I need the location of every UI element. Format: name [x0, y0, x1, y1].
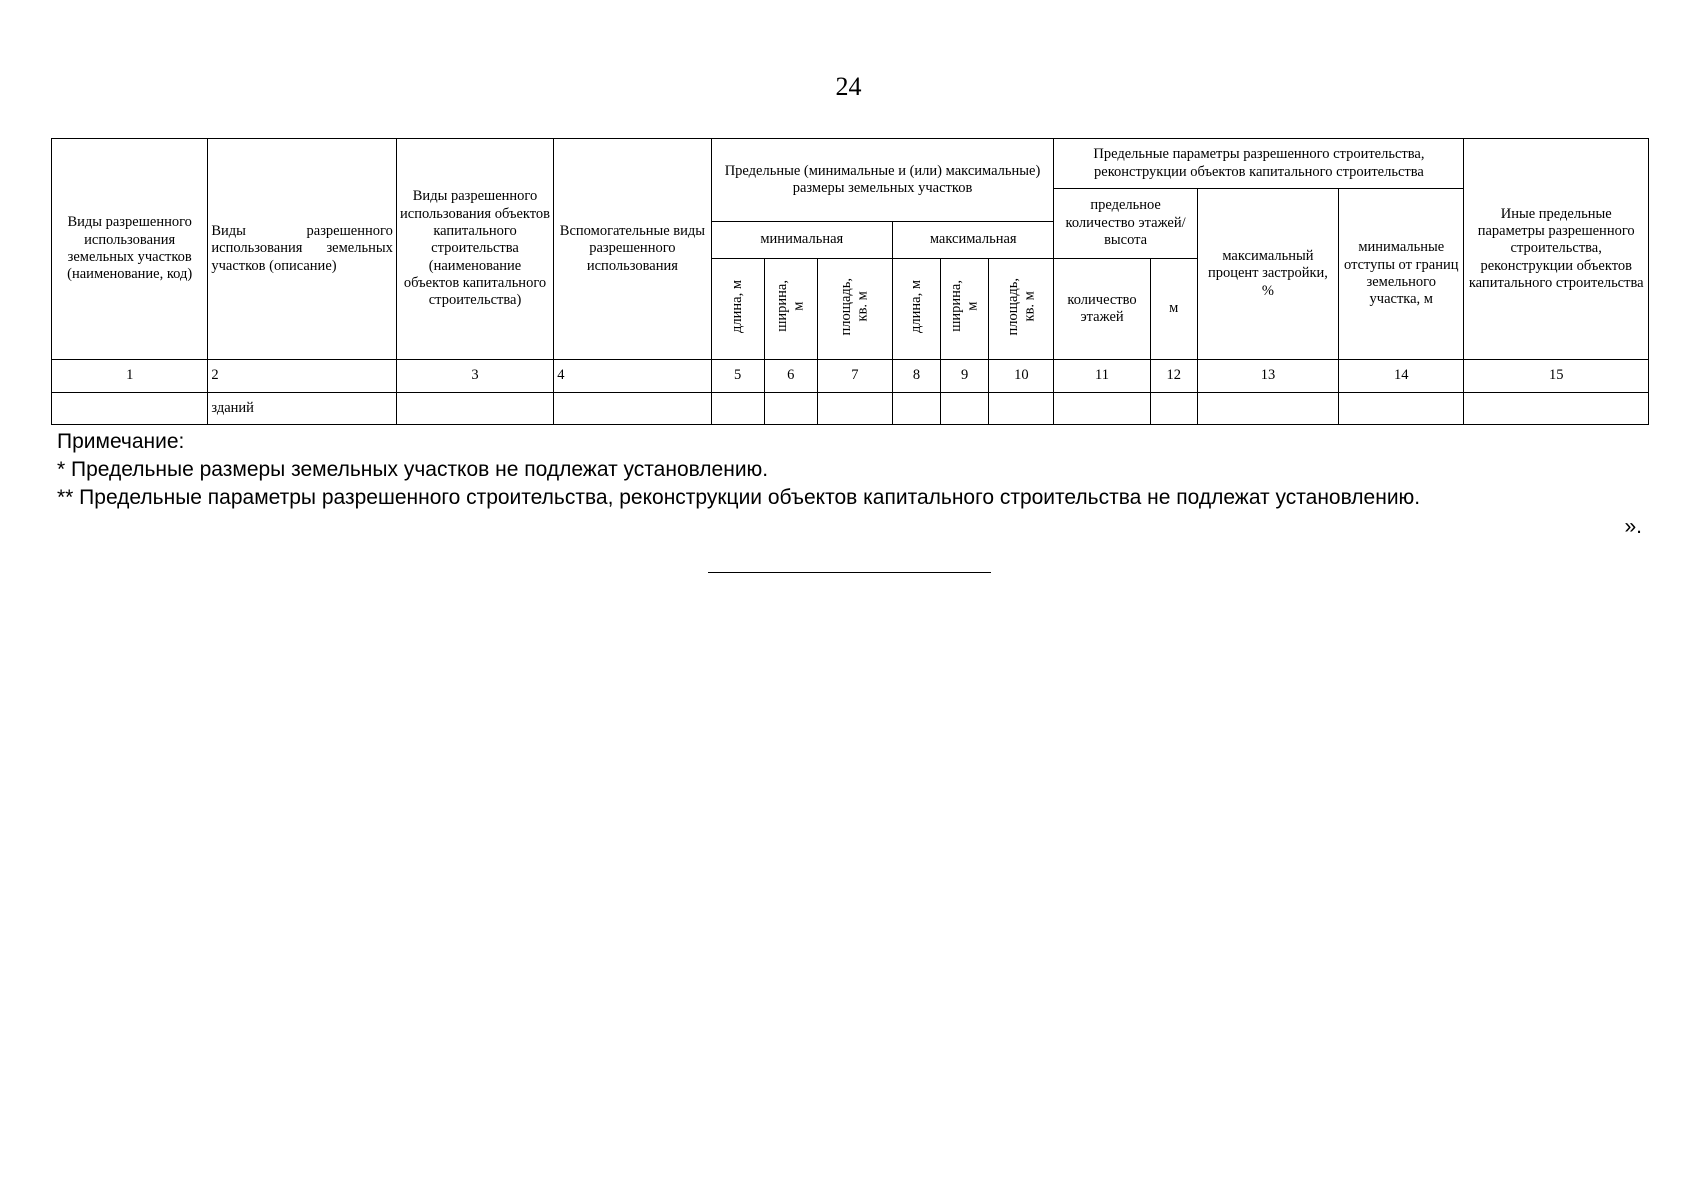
header-other-parameters: Иные предельные параметры разрешенного строительства, реконструкции объектов капитального строительства: [1464, 139, 1649, 360]
column-number: 4: [554, 360, 711, 393]
header-min-area: площадь, кв. м: [817, 259, 892, 360]
header-land-use-name: Виды разрешенного использования земельных участков (наименование, код): [52, 139, 208, 360]
notes-title: Примечание:: [57, 430, 185, 453]
table-cell: [893, 393, 941, 425]
closing-quote: ».: [1624, 515, 1642, 538]
header-group-construction-parameters: Предельные параметры разрешенного строительства, реконструкции объектов капитального строительства: [1054, 139, 1464, 189]
notes-section: [57, 428, 1649, 512]
column-number: 15: [1464, 360, 1649, 393]
note-construction-parameters: ** Предельные параметры разрешенного строительства, реконструкции объектов капитального строительства не подлежат установлению.: [57, 486, 1421, 509]
header-auxiliary-use: Вспомогательные виды разрешенного использования: [554, 139, 711, 360]
table-cell: [1197, 393, 1338, 425]
column-number: 13: [1197, 360, 1338, 393]
column-number: 3: [396, 360, 553, 393]
end-rule-line: [708, 572, 991, 573]
header-minimum: минимальная: [711, 222, 892, 259]
header-max-build-percent: максимальный процент застройки, %: [1197, 189, 1338, 360]
header-land-use-description: Виды разрешенного использования земельных участков (описание): [208, 139, 396, 360]
column-number: 2: [208, 360, 396, 393]
table-cell: [1339, 393, 1464, 425]
note-land-sizes: * Предельные размеры земельных участков не подлежат установлению.: [57, 458, 769, 481]
header-capital-construction-use: Виды разрешенного использования объектов капитального строительства (наименование объектов капитального строительства): [396, 139, 553, 360]
column-number-row: [52, 360, 1649, 393]
column-number: 7: [817, 360, 892, 393]
header-min-setback: минимальные отступы от границ земельного участка, м: [1339, 189, 1464, 360]
table-cell: [941, 393, 989, 425]
table-cell: [1054, 393, 1150, 425]
header-max-length: длина, м: [893, 259, 941, 360]
header-height-meters: м: [1150, 259, 1197, 360]
header-floors-height: предельное количество этажей/высота: [1054, 189, 1197, 259]
table-cell: [817, 393, 892, 425]
column-number: 14: [1339, 360, 1464, 393]
header-max-width: ширина, м: [941, 259, 989, 360]
table-cell: [52, 393, 208, 425]
table-cell: [711, 393, 764, 425]
table-cell: [764, 393, 817, 425]
header-min-length: длина, м: [711, 259, 764, 360]
table-cell: [989, 393, 1054, 425]
column-number: 10: [989, 360, 1054, 393]
column-number: 6: [764, 360, 817, 393]
column-number: 12: [1150, 360, 1197, 393]
header-max-area: площадь, кв. м: [989, 259, 1054, 360]
header-min-width: ширина, м: [764, 259, 817, 360]
column-number: 1: [52, 360, 208, 393]
table-row: [52, 393, 1649, 425]
regulations-table: [51, 138, 1649, 425]
header-maximum: максимальная: [893, 222, 1054, 259]
table-cell: [1150, 393, 1197, 425]
table-cell: [1464, 393, 1649, 425]
header-floor-count: количество этажей: [1054, 259, 1150, 360]
table-cell: [554, 393, 711, 425]
table-cell: [396, 393, 553, 425]
table-cell: зданий: [208, 393, 396, 425]
column-number: 9: [941, 360, 989, 393]
page-number: 24: [835, 72, 862, 101]
column-number: 11: [1054, 360, 1150, 393]
column-number: 8: [893, 360, 941, 393]
column-number: 5: [711, 360, 764, 393]
header-group-land-plot-sizes: Предельные (минимальные и (или) максимальные) размеры земельных участков: [711, 139, 1054, 222]
